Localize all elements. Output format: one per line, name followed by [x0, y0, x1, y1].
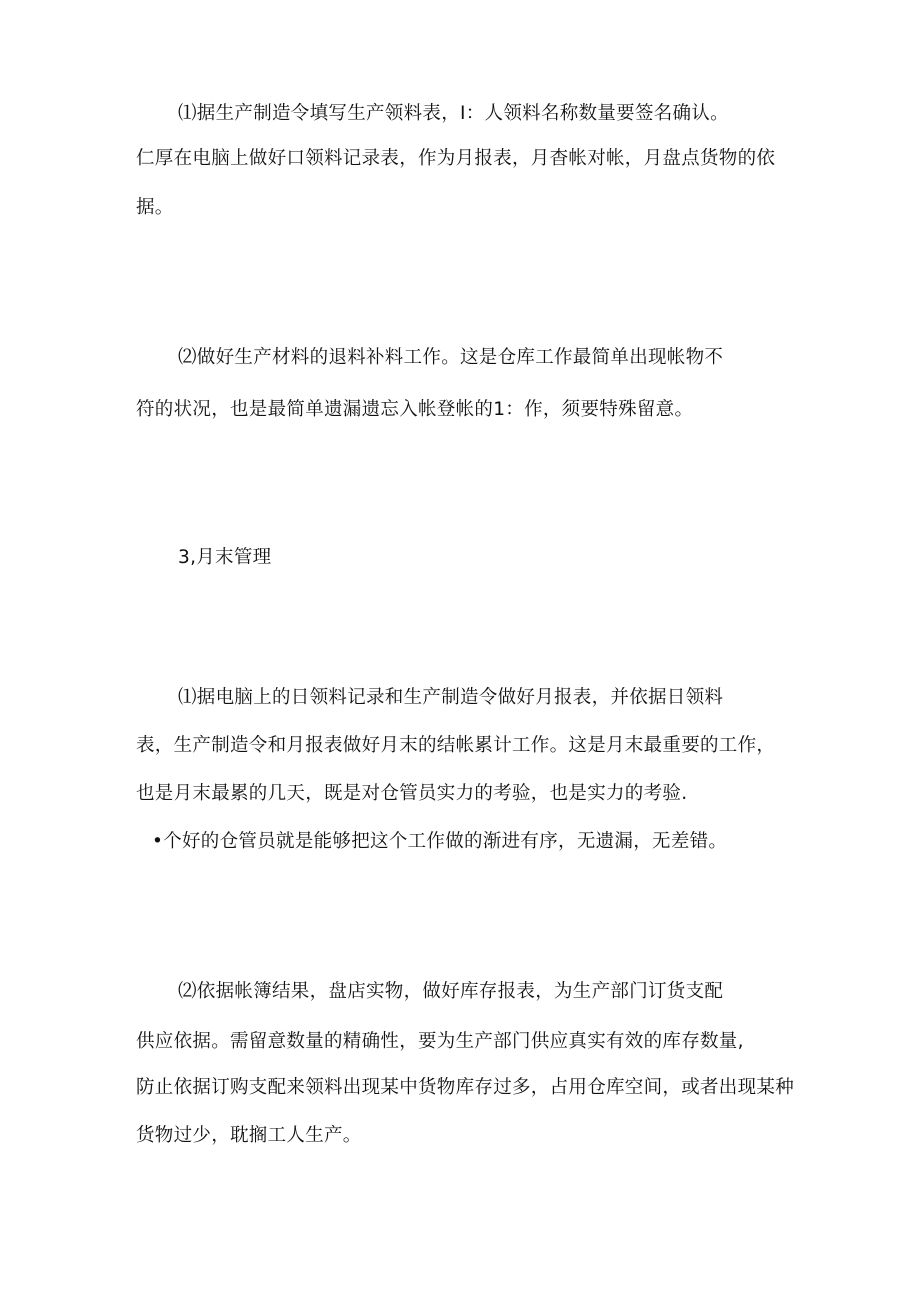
paragraph-3-line-3: 也是月末最累的几天，既是对仓管员实力的考验，也是实力的考验.: [136, 783, 688, 804]
paragraph-3-line-1: ⑴据电脑上的日领料记录和生产制造令做好月报表，并依据日领料: [178, 687, 724, 708]
section-heading: 3,月末管理: [178, 547, 272, 568]
paragraph-1-line-2: 仁厚在电脑上做好口领料记录表，作为月报表，月杳帐对帐，月盘点货物的依: [136, 148, 776, 169]
paragraph-2-line-1: ⑵做好生产材料的退料补料工作。这是仓库工作最简单出现帐物不: [178, 347, 724, 368]
paragraph-3-line-4: •个好的仓管员就是能够把这个工作做的渐进有序，无遗漏，无差错。: [152, 831, 728, 852]
paragraph-3-line-2: 表，生产制造令和月报表做好月末的结帐累计工作。这是月末最重要的工作，: [136, 735, 776, 756]
paragraph-4-line-1: ⑵依据帐簿结果，盘店实物，做好库存报表，为生产部门订货支配: [178, 981, 724, 1002]
paragraph-2-line-2: 符的状况，也是最简单遗漏遗忘入帐登帐的1：作，须要特殊留意。: [136, 399, 694, 420]
paragraph-4-line-4: 货物过少，耽搁工人生产。: [136, 1125, 362, 1146]
paragraph-4-line-3: 防止依据订购支配来领料出现某中货物库存过多，占用仓库空间，或者出现某种: [136, 1077, 795, 1098]
paragraph-1-line-3: 据。: [136, 197, 174, 218]
paragraph-1-line-1: ⑴据生产制造令填写生产领料表，I：人领料名称数量要签名确认。: [178, 103, 729, 124]
paragraph-4-line-2: 供应依据。需留意数量的精确性，要为生产部门供应真实有效的库存数量,: [136, 1031, 744, 1052]
